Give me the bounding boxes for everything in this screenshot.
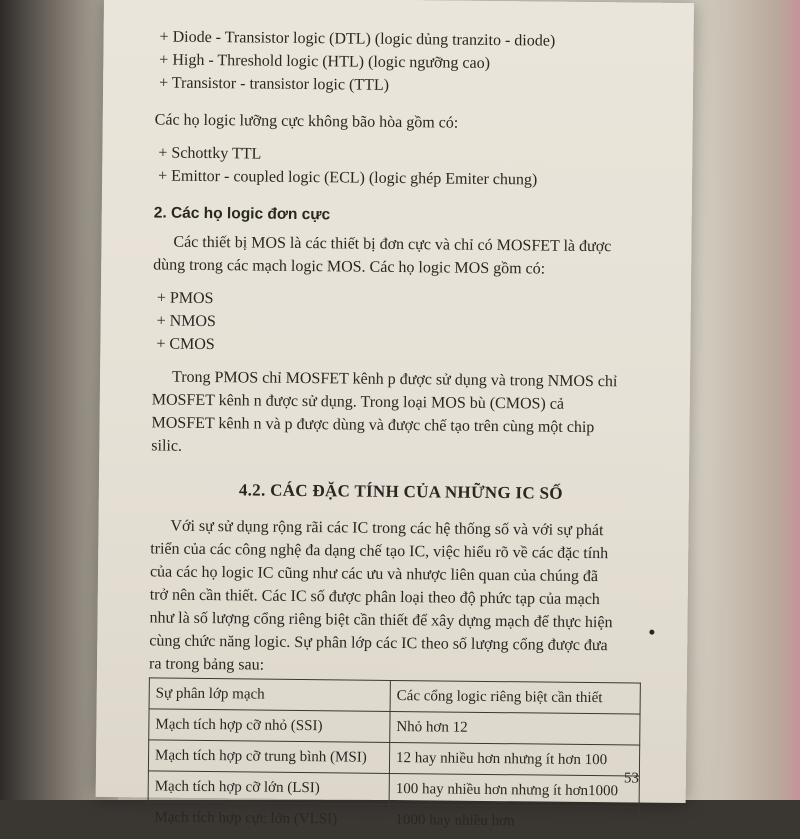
paragraph-line: dùng trong các mạch logic MOS. Các họ logic MOS gồm có: <box>153 256 546 278</box>
paragraph-line: MOSFET kênh n và p được dùng và được chế tạo trên cùng một chip <box>151 414 595 437</box>
table-cell: Nhỏ hơn 12 <box>390 711 640 745</box>
ink-dot <box>649 630 654 635</box>
non-saturated-intro: Các họ logic lưỡng cực không bão hòa gồm có: <box>154 111 459 132</box>
section-title: 4.2. CÁC ĐẶC TÍNH CỦA NHỮNG IC SỐ <box>238 480 563 503</box>
paragraph-line: ra trong bảng sau: <box>148 655 265 674</box>
list-item: + Diode - Transistor logic (DTL) (logic dủng tranzito - diode) <box>159 28 556 50</box>
paragraph-line: cùng chức năng logic. Sự phân lớp các IC theo số lượng cổng được đưa <box>149 632 608 655</box>
page-number: 53 <box>623 770 639 787</box>
list-item: + High - Threshold logic (HTL) (logic ngưỡng cao) <box>159 51 491 72</box>
table-cell: 100 hay nhiều hơn nhưng ít hơn1000 <box>389 773 639 807</box>
paragraph-line: triển của các công nghệ đa dạng chế tạo IC, việc hiểu rõ về các đặc tính <box>150 540 609 563</box>
table-header-row <box>149 678 640 714</box>
pmos-paragraph <box>151 365 652 462</box>
unipolar-heading: 2. Các họ logic đơn cực <box>153 204 331 224</box>
table-row <box>148 771 639 807</box>
table-cell: Mạch tích hợp cỡ lớn (LSI) <box>148 771 389 805</box>
table-header-cell: Các cổng logic riêng biệt cần thiết <box>390 680 640 714</box>
paragraph-line: silic. <box>151 437 183 455</box>
list-item: + PMOS <box>156 289 214 308</box>
paragraph-line: như là số lượng cổng riêng biệt cần thiết để xây dựng mạch để thực hiện <box>149 609 613 632</box>
table-cell: 12 hay nhiều hơn nhưng ít hơn 100 <box>389 742 639 776</box>
table-cell: Mạch tích hợp cỡ nhỏ (SSI) <box>149 709 390 743</box>
table-header-cell: Sự phân lớp mạch <box>149 678 390 712</box>
table-row <box>148 802 639 838</box>
list-item: + CMOS <box>156 335 215 354</box>
ic-classification-table <box>147 677 641 838</box>
paragraph-line: Với sự sử dụng rộng rãi các IC trong các hệ thống số và với sự phát <box>170 517 604 540</box>
table-cell: Mạch tích hợp cỡ trung bình (MSI) <box>148 740 389 774</box>
page-content <box>147 25 655 838</box>
table-row <box>148 740 639 776</box>
book-edge <box>680 0 800 800</box>
table-row <box>149 709 640 745</box>
paragraph-line: của các họ logic IC cũng như các ưu và nhược liên quan của chúng đã <box>149 563 599 586</box>
paragraph-line: MOSFET kênh n được sử dụng. Trong loại MOS bù (CMOS) cả <box>151 391 565 413</box>
mos-paragraph <box>153 230 653 281</box>
bullet-list-saturated <box>155 25 656 99</box>
bullet-list-non-saturated <box>154 141 654 192</box>
table-cell: Mạch tích hợp cực lớn (VLSI) <box>148 802 389 836</box>
table-cell: 1000 hay nhiều hơn <box>389 804 639 838</box>
paragraph-line: Trong PMOS chỉ MOSFET kênh p được sử dụng và trong NMOS chỉ <box>171 368 618 391</box>
list-item: + Transistor - transistor logic (TTL) <box>159 74 390 94</box>
list-item: + Emittor - coupled logic (ECL) (logic ghép Emiter chung) <box>158 167 538 189</box>
section-paragraph <box>149 514 651 680</box>
list-item: + Schottky TTL <box>158 144 262 163</box>
paragraph-line: trở nên cần thiết. Các IC số được phân loại theo độ phức tạp của mạch <box>149 586 600 609</box>
book-page <box>96 0 694 829</box>
bullet-list-mos <box>152 286 653 360</box>
list-item: + NMOS <box>156 312 216 331</box>
paragraph-line: Các thiết bị MOS là các thiết bị đơn cực và chỉ có MOSFET là được <box>173 233 612 256</box>
